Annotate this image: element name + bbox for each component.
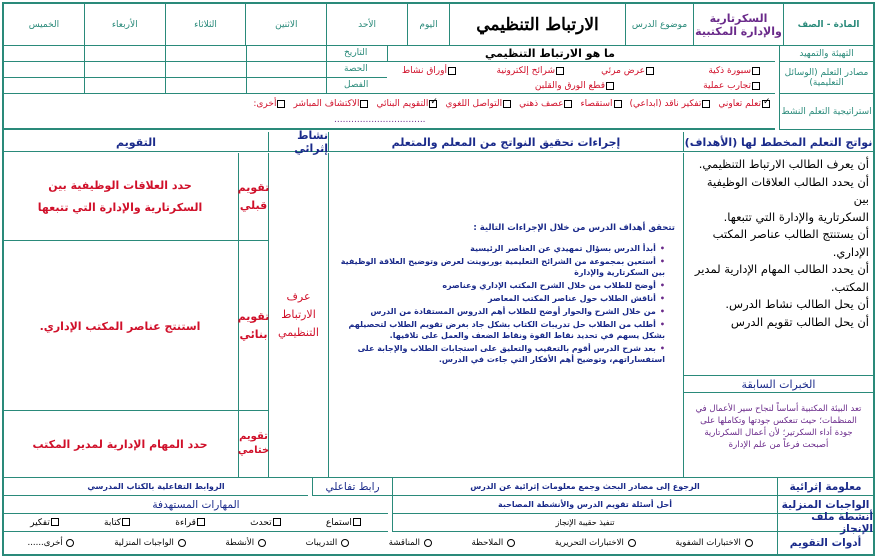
skill-writing[interactable]: كتابة [104,518,131,528]
skill-listening[interactable]: استماع [326,518,362,528]
resource-sheets[interactable]: أوراق نشاط [402,66,457,76]
col-evaluation: التقويم [116,135,156,149]
resource-slides[interactable]: شرائح إلكترونية [497,66,565,76]
procedures-intro: تتحقق أهداف الدرس من خلال الإجراءات التالية : [473,223,675,233]
activity-text: عرف الارتباط التنظيمي [278,290,319,339]
evaluation-pre: تقويم قبلي حدد العلاقات الوظيفية بين السكرتارية والإدارة التي تتبعها [4,153,268,241]
day-wednesday: الأربعاء [84,4,165,46]
strategy-other[interactable]: أخرى: [253,99,286,109]
col-outcomes: نواتج التعلم المخطط لها (الأهداف) [683,132,873,152]
tool-activities[interactable]: الأنشطة [225,538,266,548]
skills-checkboxes [4,514,388,532]
enrichment-label: معلومة إثرائية [777,478,873,496]
tool-homework[interactable]: الواجبات المنزلية [114,538,186,548]
strategy-discovery[interactable]: الاكتشاف المباشر [293,99,369,109]
date-period-class [4,46,387,94]
procedure-item: • أستعين بمجموعة من الشرائح التعليمية بوربوينت لعرض وتوضيح العلاقة الوظيفية بين السكرتارية والإدارة [337,256,665,278]
day-label: اليوم [407,4,449,46]
day-sunday: الأحد [326,4,407,46]
prior-label: الخبرات السابقة [683,375,873,393]
strategy-dots: ................................ [334,115,426,125]
day-thursday: الخميس [28,20,60,30]
activity-panel [268,153,328,477]
evaluation-panel [4,153,268,477]
period-label: الحصة [344,64,368,74]
resource-smartboard[interactable]: سبورة ذكية [708,66,761,76]
strategy-inquiry[interactable]: استقصاء [580,99,622,109]
skill-thinking[interactable]: تفكير [30,518,60,528]
prior-text: تعد البيئة المكتبية أساساً لنجاح سير الأعمال في المنظمات؛ حيث تنعكس جودتها وتكاملها على جودة أداء السكرتير؛ لأن أعمال السكرتارية أصبحت فرعاً من علم الإدارة [683,393,873,477]
intro-value: ما هو الارتباط التنظيمي [484,47,615,60]
tool-written[interactable]: الاختبارات التحريرية [555,538,637,548]
strategy-language[interactable]: التواصل اللغوي [445,99,512,109]
outcome-item: السكرتارية والإدارة التي تتبعها. [723,209,869,224]
homework-label: الواجبات المنزلية [777,496,873,514]
procedure-item: • أوضح للطلاب من خلال الشرح المكتب الإداري وعناصره [337,280,665,291]
resource-experiments[interactable]: تجارب عملية [703,81,761,91]
strategy-formative[interactable]: ✓التقويم البنائي [376,99,438,109]
outcomes-list [683,153,873,375]
evaluation-final: تقويم ختامي حدد المهام الإدارية لمدير المكتب [4,411,268,477]
date-label: التاريخ [344,48,368,58]
procedure-item: • أبدأ الدرس بسؤال تمهيدي عن العناصر الرئيسية [337,243,665,254]
topic-label: موضوع الدرس [625,4,693,46]
resources-label: مصادر التعلم (الوسائل التعليمية) [779,62,873,94]
skill-reading[interactable]: قراءة [175,518,206,528]
procedure-item: • من خلال الشرح والحوار أوضح للطلاب أهم الدروس المستفادة من الدرس [337,306,665,317]
subject-label: المادة - الصف [783,4,873,46]
resource-paper[interactable]: قطع الورق والقلبن [535,81,615,91]
tool-other[interactable]: أخرى...... [28,538,76,548]
outcome-item: أن يحدد الطالب المهام الإدارية لمدير المكتب. [694,262,869,294]
tool-discussion[interactable]: المناقشة [389,538,433,548]
strategy-critical[interactable]: تفكير ناقد (ابداعي) [630,99,712,109]
outcome-item: أن يحل الطالب تقويم الدرس [730,314,869,329]
evaluation-formative: تقويم بنائي استنتج عناصر المكتب الإداري. [4,241,268,411]
outcome-item: أن يستنتج الطالب عناصر المكتب الإداري. [712,227,869,259]
topic-title: الارتباط التنظيمي [449,4,625,46]
tool-oral[interactable]: الاختبارات الشفوية [675,538,753,548]
outcome-item: أن يحل الطالب نشاط الدرس. [725,297,869,311]
strategy-cooperative[interactable]: ✓تعلم تعاوني [718,99,771,109]
day-tuesday: الثلاثاء [165,4,246,46]
skills-label: المهارات المستهدفة [4,496,388,514]
days-grid [4,4,407,46]
header-row [4,4,873,46]
procedure-item: • أطلب من الطلاب حل تدريبات الكتاب بشكل جاد بغرض تقويم الطلاب لتحصيلهم بشكل يسهم في تحديد نقاط القوة ونقاط الضعف والعمل على تلافيها. [337,319,665,341]
portfolio-label: أنشطة ملف الإنجاز [777,514,873,532]
resources-options [387,62,775,94]
procedure-item: • بعد شرح الدرس أقوم بالتعقيب والتعليق على استجابات الطلاب والإجابة على استفساراتهم، وتوضيح أهم الأفكار التي جاءت في الدرس. [337,343,665,365]
portfolio-value: تنفيذ حقيبة الإنجاز [392,514,777,532]
tools-options [4,532,777,554]
tool-observation[interactable]: الملاحظة [472,538,516,548]
enrichment-value: الرجوع إلى مصادر البحث وجمع معلومات إثرائية عن الدرس [392,478,777,496]
strategy-brainstorm[interactable]: عصف ذهني [519,99,573,109]
intro-label: التهيئة والتمهيد [779,46,873,62]
day-monday: الاثنين [245,4,326,46]
procedures-panel [328,153,683,477]
strategies-label: استراتيجية التعلم النشط [779,94,873,130]
skill-speaking[interactable]: تحدث [250,518,282,528]
link-label: رابط تفاعلي [312,478,392,496]
strategies-options [4,94,775,130]
procedure-item: • أناقش الطلاب حول عناصر المكتب المعاصر [337,293,665,304]
link-value[interactable]: الروابط التفاعلية بالكتاب المدرسي [4,478,308,496]
outcome-item: أن يحدد الطالب العلاقات الوظيفية بين [706,174,869,206]
column-headers [4,129,873,155]
tool-exercises[interactable]: التدريبات [306,538,350,548]
resource-visual[interactable]: عرض مرئي [601,66,655,76]
class-label: الفصل [344,80,369,90]
subject-value: السكرتارية والإدارة المكتبية [693,4,783,46]
outcome-item: أن يعرف الطالب الارتباط التنظيمي. [698,157,869,171]
col-activity: نشاط إثرائي [268,132,328,152]
col-procedures: إجراءات تحقيق النواتج من المعلم والمتعلم [328,132,683,152]
homework-value: أحل أسئلة تقويم الدرس والأنشطة المصاحبة [392,496,777,514]
tools-label: أدوات التقويم [777,532,873,554]
